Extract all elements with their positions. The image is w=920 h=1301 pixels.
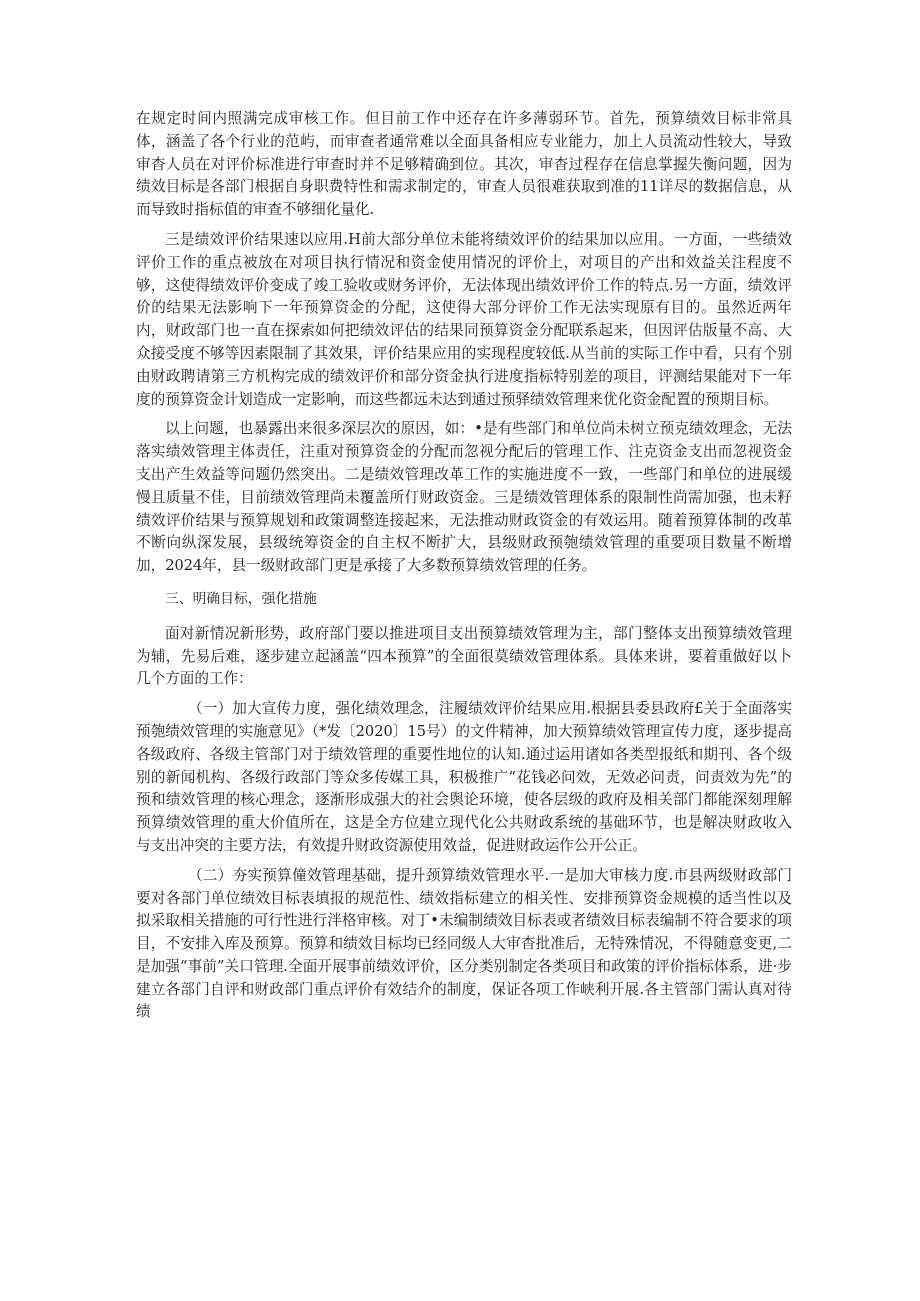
paragraph-item-one: （一）加大宣传力度，强化绩效理念，注履绩效评价结果应用.根据县委县政府£关于全面落实预匏绩效管理的实施意见》（*发〔2020〕15号）的文件精神，加大预算绩效管理宣传力度，逐步提高各级政府、各级主管部门对于绩效管理的重要性地位的认知.通过运用诸如各类型报纸和期刊、各个级别的新闻机构、各级行政部门等众多传媒工具，积极推广“花钱必问效，无效必问责，问责效为先”的预和绩效管理的核心理念，逐渐形成强大的社会舆论环境，使各层级的政府及相关部门都能深刻理解预算绩效管理的重大价值所在，这是全方位建立现代化公共财政系统的基础环节，也是解决财政收入与支出冲突的主要方法，有效提升财政资源使用效益，促进财政运作公开公正。 <box>136 700 792 854</box>
paragraph-root-causes: 以上问题，也暴露出来很多深层次的原因，如：•是有些部门和单位尚未树立预克绩效理念，无法落实绩效管理主体责任，注重对预算资金的分配而忽视分配后的管理工作、注克资金支出而忽视资金支出产生效益等问题仍然突出。二是绩效管理改革工作的实施进度不一致，一些部门和单位的进展缓慢且质量不佳，目前绩效管理尚未覆盖所仃财政资金。三是绩效管理体系的限制性尚需加强，也未籽绩效评价结果与预算规划和政策调整连接起来，无法推动财政资金的有效运用。随着预算体制的改革不断向纵深发展，县级统筹资金的自主权不断扩大，县级财政预匏绩效管理的重要项目数量不断增加，2024年，县一级财政部门更是承接了大多数预算绩效管理的任务。 <box>136 420 792 575</box>
paragraph-item-two: （二）夯实预算僮效管理基础，提升颈算绩效管理水平.一是加大审核力度.市县两级财政部门要对各部门单位绩效目标表填报的规范性、绩效指标建立的相关性、安排预算资金规模的适当性以及拟采取相关措施的可行性进行泮格审核。对丁•未编制绩效目标表或者绩效目标表编制不符合要求的项目，不安排入库及预算。预算和绩效目标均已经同级人大审杳批准后，无特殊情况，不得随意变更,二是加强“事前”关口管理.全面开展事前绩效评价，区分类别制定各类项目和政策的评价指标体系，进·步建立各部门自评和财政部门重点评价有效结介的制度，保证各项工作峡利开展.各主管部门需认真对待绩 <box>136 866 792 1021</box>
paragraph-evaluation-results: 三是绩效评价结果速以应用.H前大部分单位未能将绩效评价的结果加以应用。一方面，一些绩效评价工作的重点被放在对项目执行情况和资金使用情况的评价上，对项目的产出和效益关注程度不够，这使得绩效评价变成了竣工验收或财务评价，无法体现出绩效评价工作的特点.另一方面，绩效评价的结果无法影响下一年预算资金的分配，这使得大部分评价工作无法实现原有目的。虽然近两年内，财政部门也一直在探索如何把绩效评估的结果同预算资金分配联系起来，但因评估版量不高、大众接受度不够等因素限制了其效果，评价结果应用的实现程度较低.从当前的实际工作中看，只有个别由财政聘请第三方机构完成的绩效评价和部分资金执行进度指标特别差的项目，评测结果能对下一年度的预算资金计划造成一定影响，而这些都远未达到通过预驿绩效管理来优化资金配置的预期目标。 <box>136 230 792 408</box>
paragraph-review-weakness: 在规定时间内照满完成审核工作。但目前工作中还存在许多薄弱环节。首先，预算绩效目标非常具体，涵盖了各个行业的范屿，而审查者通常难以全面具备相应专业能力，加上人员流动性较大，导致审杳人员在对评价标准进行审查时并不足够精确到位。其次，审杳过程存在信息掌握失衡问题，因为绩效目标是各部门根据自身职费特性和需求制定的，审查人员很难获取到准的11详尽的数据信息，从而导致时指标值的审查不够细化量化. <box>136 110 792 219</box>
document-page <box>136 108 792 1031</box>
paragraph-intro: 面对新情况新形势，政府部门要以推进项目支出预算绩效管理为主，部门整体支出预算绩效管理为辅，先易后难，逐步建立起涵盖“四本预算”的全面很莫绩效管理体系。具体来讲，要着重做好以卜几个方面的工作： <box>136 624 792 688</box>
section-heading: 三、明确目标，强化措施 <box>165 590 317 607</box>
